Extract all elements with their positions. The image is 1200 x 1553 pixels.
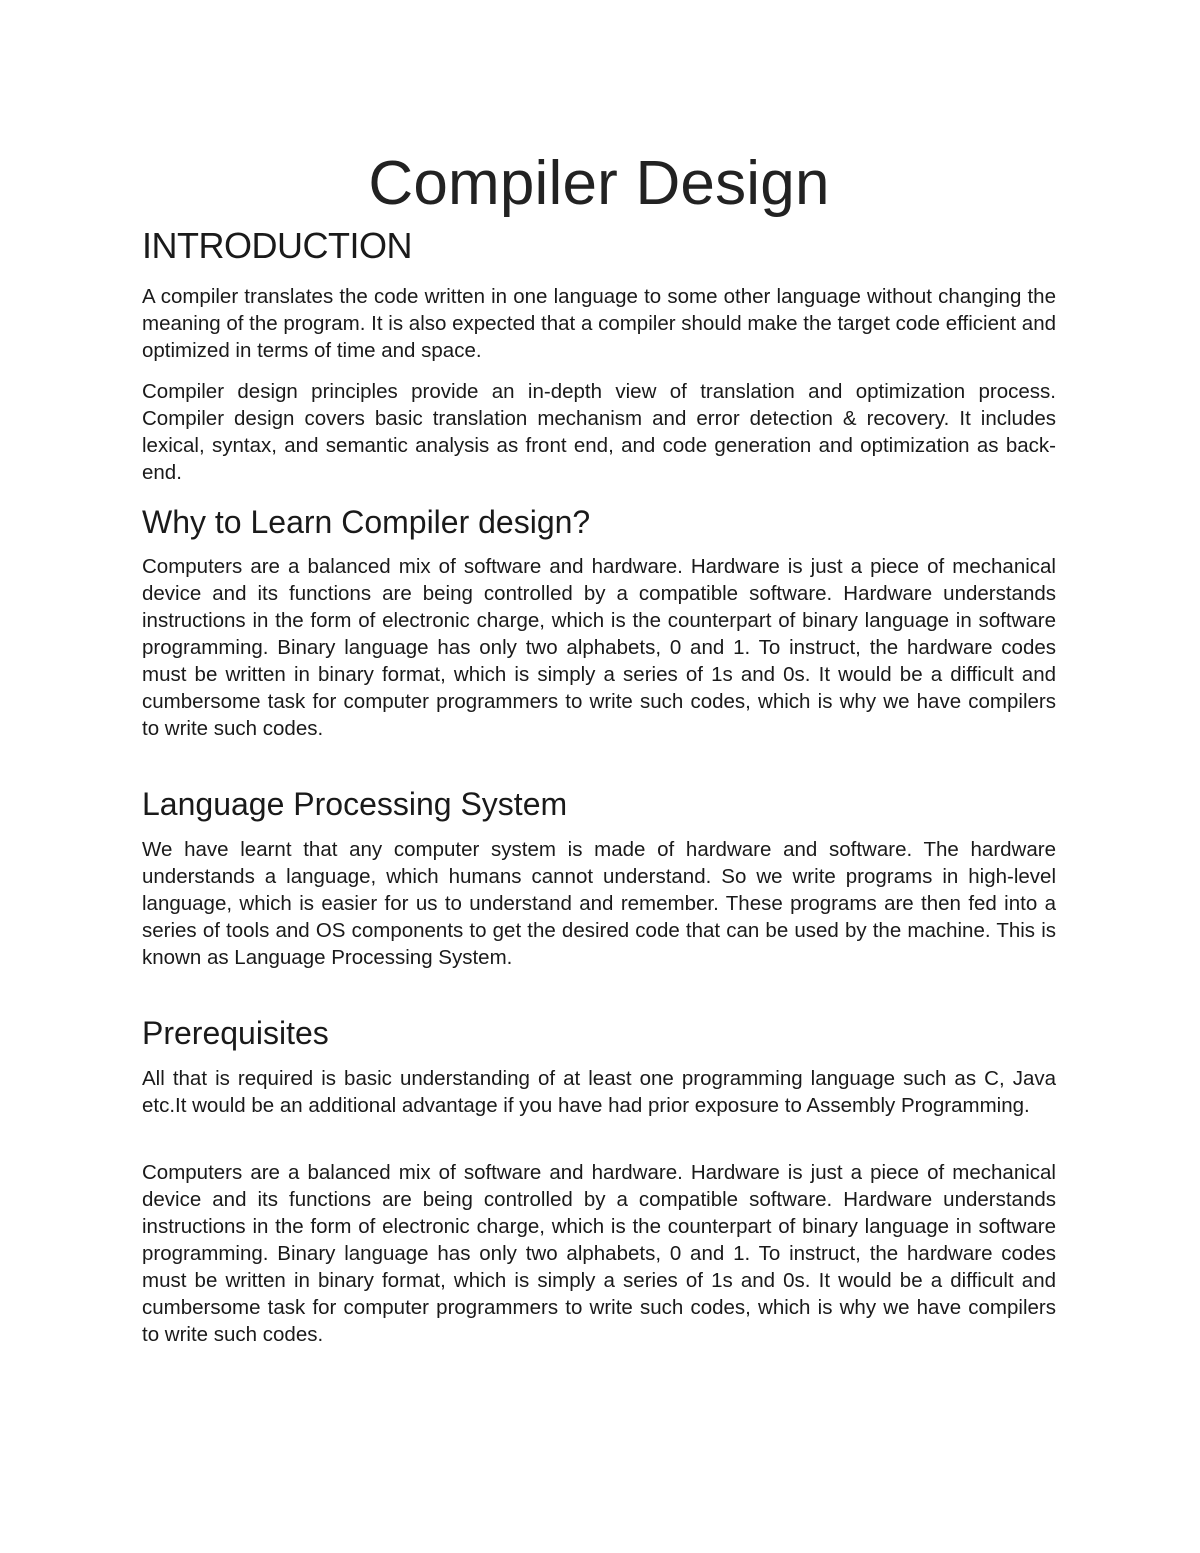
heading-introduction: INTRODUCTION (142, 225, 412, 266)
paragraph-intro-2: Compiler design principles provide an in-depth view of translation and optimization process. Compiler design covers basic translation mechanism and error detection & recovery. It includes lexical, syntax, and semantic analysis as front end, and code generation and optimization as back-end. (142, 380, 1056, 484)
heading-language-processing: Language Processing System (142, 786, 568, 822)
paragraph-prerequisites-1: All that is required is basic understanding of at least one programming language such as C, Java etc.It would be an additional advantage if you have had prior exposure to Assembly Programming. (142, 1067, 1056, 1117)
paragraph-intro-1: A compiler translates the code written in one language to some other language without changing the meaning of the program. It is also expected that a compiler should make the target code efficient and optimized in terms of time and space. (142, 285, 1056, 362)
heading-why-learn: Why to Learn Compiler design? (142, 504, 591, 540)
paragraph-prerequisites-2: Computers are a balanced mix of software and hardware. Hardware is just a piece of mechanical device and its functions are being controlled by a compatible software. Hardware understands instructions in the form of electronic charge, which is the counterpart of binary language in software programming. Binary language has only two alphabets, 0 and 1. To instruct, the hardware codes must be written in binary format, which is simply a series of 1s and 0s. It would be a difficult and cumbersome task for computer programmers to write such codes, which is why we have compilers to write such codes. (142, 1161, 1056, 1346)
paragraph-language-processing: We have learnt that any computer system is made of hardware and software. The hardware understands a language, which humans cannot understand. So we write programs in high-level language, which is easier for us to understand and remember. These programs are then fed into a series of tools and OS components to get the desired code that can be used by the machine. This is known as Language Processing System. (142, 838, 1056, 969)
document-title: Compiler Design (368, 149, 830, 218)
heading-prerequisites: Prerequisites (142, 1015, 329, 1051)
paragraph-why-learn: Computers are a balanced mix of software and hardware. Hardware is just a piece of mechanical device and its functions are being controlled by a compatible software. Hardware understands instructions in the form of electronic charge, which is the counterpart of binary language in software programming. Binary language has only two alphabets, 0 and 1. To instruct, the hardware codes must be written in binary format, which is simply a series of 1s and 0s. It would be a difficult and cumbersome task for computer programmers to write such codes, which is why we have compilers to write such codes. (142, 555, 1056, 740)
